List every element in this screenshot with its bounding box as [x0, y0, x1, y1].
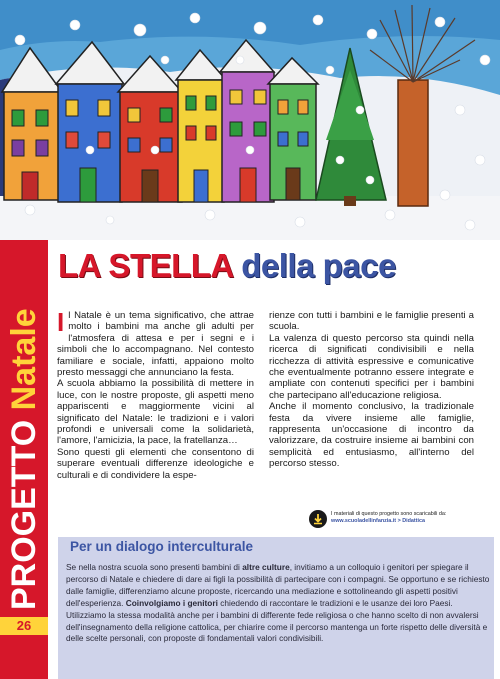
box-bold: altre culture: [242, 562, 290, 572]
hero-drawing: [0, 0, 500, 240]
box-text: , invitiamo a un colloquio i genitori per spiegare il percorso di Natale e chiedere di dare ai figli la possibilità di partecipare con i compagni. Se opportuno e se richiesto dalle famiglie, differenziamo alcune proposte, ricercando una mediazione e sottolineando gli aspetti positivi dell'esperienza.: [66, 562, 490, 608]
drop-cap: I: [57, 307, 65, 337]
box-text: chiedendo di raccontare le tradizioni e le usanze dei loro Paesi. Utilizziamo la stessa modalità anche per i bambini di differente fede religiosa o che hanno scelto di non avvalersi dell'insegnamento della religione cattolica, per chiarire come il percorso mantenga un forte rispetto delle diversità e delle scelte personali, con proposte di fondamentali valori condivisibili.: [66, 597, 488, 644]
download-arrow-icon: [309, 510, 327, 528]
article-title-part2: della pace: [241, 247, 396, 284]
paragraph-text: l Natale è un tema significativo, che attrae molto i bambini ma anche gli adulti per l'atmosfera di attesa e per i segni e i simboli che lo accompagnano. Nel contesto familiare e sociale, infatti, appaiono molto presto messaggi che annunciano la festa.: [57, 310, 254, 379]
box-text: Se nella nostra scuola sono presenti bambini di: [66, 562, 243, 572]
download-note-label: I materiali di questo progetto sono scaricabili da:: [331, 511, 447, 517]
article-column-right: [269, 310, 474, 470]
article-title: [58, 244, 488, 288]
box-body: [66, 562, 490, 645]
download-note: [309, 510, 495, 534]
children-drawing-image: [0, 0, 500, 240]
box-title: Per un dialogo interculturale: [70, 539, 254, 554]
paragraph: La valenza di questo percorso sta quindi nella ricerca di significati condivisibili e nella ricchezza di attività espressive e comunicative che eventualmente potranno essere integrate e ampliate con contenuti specifici per i bambini che partecipano all'educazione religiosa.: [269, 332, 474, 401]
paragraph: A scuola abbiamo la possibilità di mettere in luce, con le nostre proposte, gli aspetti meno appariscenti e maggiormente vicini al significato del Natale: le tradizioni e i valori profondi e universali come la solidarietà, l'amore, l'amicizia, la pace, la fratellanza…: [57, 378, 254, 447]
section-label-word2: Natale: [5, 308, 43, 411]
article-title-part1: LA STELLA: [58, 247, 233, 284]
paragraph: Anche il momento conclusivo, la tradizionale festa da vivere insieme alle famiglie, rappresenta un'occasione di incontro da valorizzare, da costruire insieme ai bambini con semplicità ed entusiasmo, all'interno del percorso stesso.: [269, 401, 474, 470]
box-bold: Coinvolgiamo i genitori: [125, 597, 218, 608]
section-label: [2, 250, 46, 610]
paragraph: rienze con tutti i bambini e le famiglie presenti a scuola.: [269, 310, 474, 333]
section-label-word1: PROGETTO: [5, 419, 43, 610]
article-column-left: [57, 307, 254, 481]
paragraph: Sono questi gli elementi che consentono di superare eventuali differenze ideologiche e culturali e di condividere la espe-: [57, 446, 254, 481]
download-note-text: [331, 511, 499, 525]
page-number: 26: [0, 617, 48, 635]
paragraph: [57, 307, 254, 379]
download-link[interactable]: www.scuoladellinfanzia.it > Didattica: [331, 518, 426, 524]
